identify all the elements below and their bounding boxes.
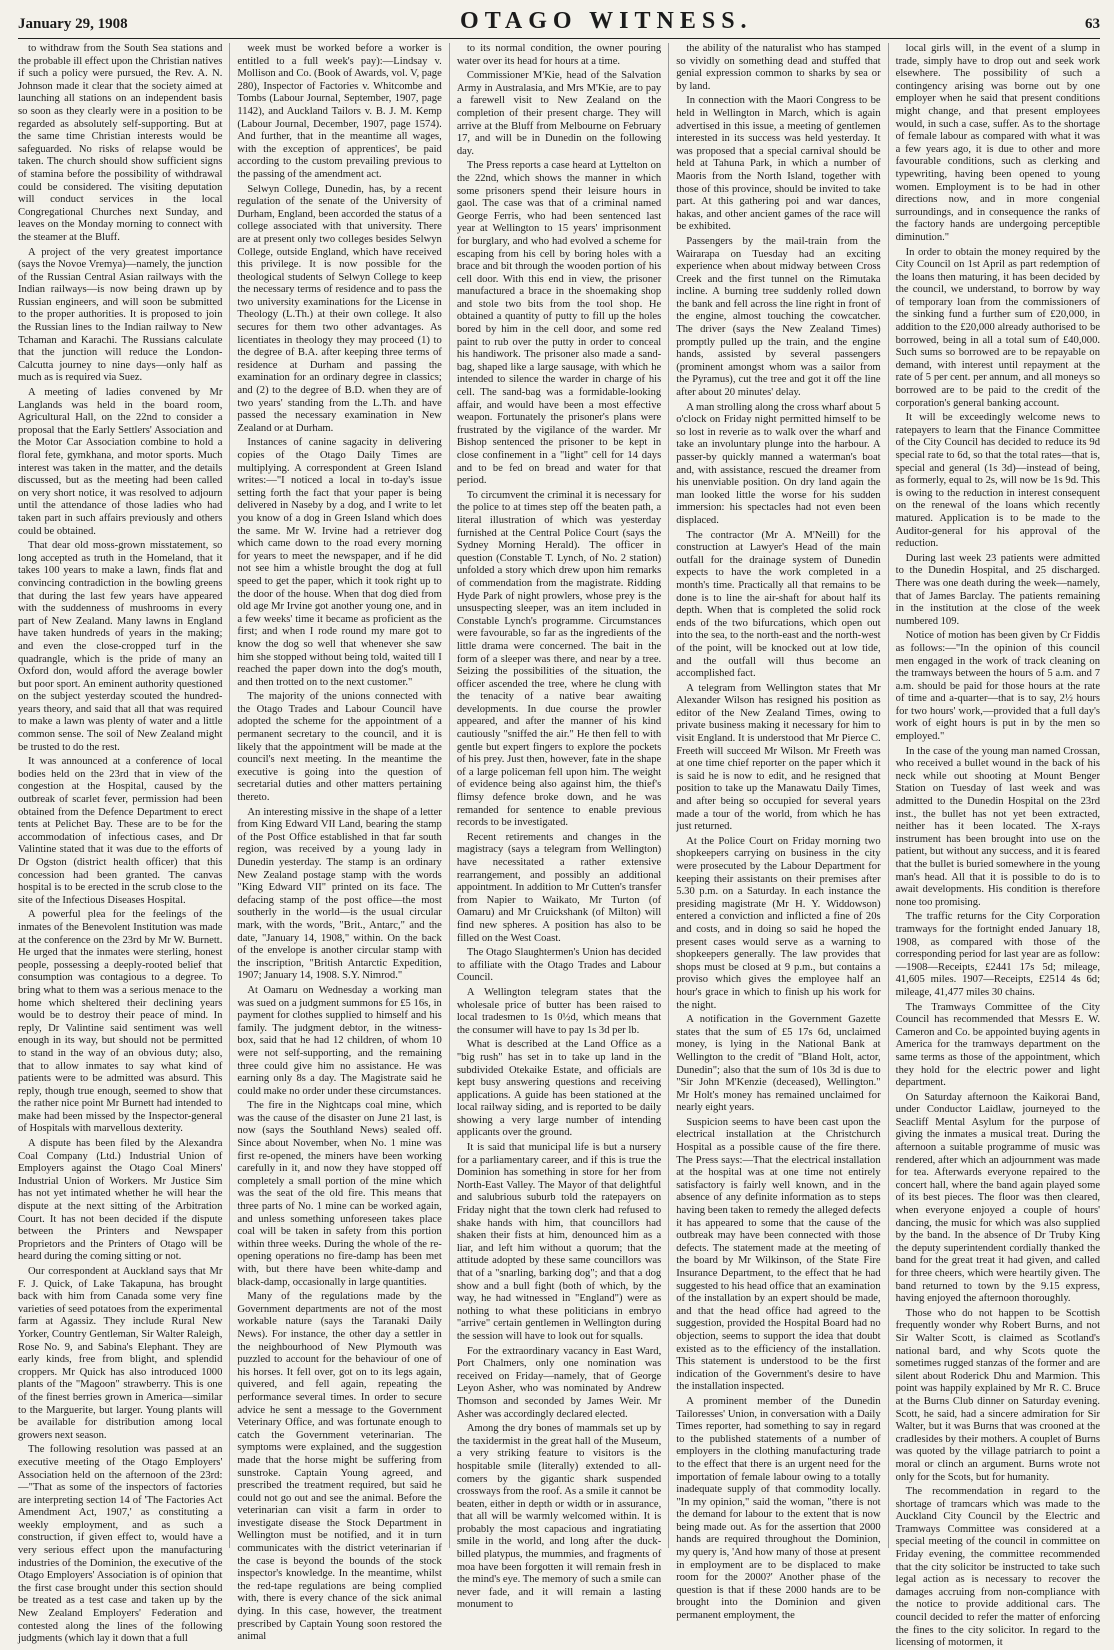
news-paragraph: In the case of the young man named Crossan, who received a bullet wound in the back of his neck while out shooting at Mount Benger Station on Tuesday of last week and was admitted to the Dunedin Hospital on the 23rd inst., the bullet has not yet been extracted, neither has it been located. The X-rays instrument has been brought into use on the patient, but without any success, and it is feared that the bullet is buried somewhere in the young man's head. All that it is possible to do is to await developments. His condition is therefore none too promising. — [895, 745, 1101, 908]
column-1 — [18, 43, 229, 1645]
column-3 — [449, 43, 668, 1611]
news-paragraph: What is described at the Land Office as a "big rush" has set in to take up land in the subdivided Otekaike Estate, and officials are kept busy answering questions and receiving applications. A guide has been stationed at the local railway siding, and is reported to be daily showing a very large number of intending applicants over the ground. — [456, 1039, 662, 1139]
news-paragraph: A notification in the Government Gazette states that the sum of £5 17s 6d, unclaimed money, is lying in the National Bank at Wellington to the credit of "Bland Holt, actor, Dunedin"; also that the sum of 10s 3d is due to "Sir John M'Kenzie (deceased), Wellington." Mr Holt's money has remained unclaimed for nearly eight years. — [676, 1014, 881, 1114]
column-5 — [888, 43, 1101, 1649]
news-paragraph: Notice of motion has been given by Cr Fiddis as follows:—"In the opinion of this council men engaged in the work of track cleaning on the tramways between the hours of 5 a.m. and 7 a.m. should be paid for those hours at the rate of time and a-quarter—that is to say, 2½ hours for two hours' work,—provided that a full day's work of eight hours is put in by the men so employed." — [895, 630, 1101, 743]
news-paragraph: the ability of the naturalist who has stamped so vividly on something dead and stuffed that genial expression common to sharks by sea or by land. — [676, 43, 881, 92]
news-paragraph: A meeting of ladies convened by Mr Langlands was held in the board room, Agricultural Hall, on the 22nd to consider a proposal that the Early Settlers' Association and the Motor Car Association combine to hold a floral fete, gymkhana, and motor sports. Much interest was taken in the matter, and the details discussed, but as the meeting had been called on very short notice, it was resolved to adjourn until the attendance of those ladies who had taken part in such affairs previously and others could be obtained. — [18, 387, 223, 537]
news-paragraph: Those who do not happen to be Scottish frequently wonder why Robert Burns, and not Sir Walter Scott, is claimed as Scotland's national bard, and why Scots quote the sometimes rugged stanzas of the former and are silent about Roderick Dhu and Marmion. This point was happily explained by Mr R. C. Bruce at the Burns Club dinner on Saturday evening. Scott, he said, had a sincere admiration for Sir Walter, but it was Burns that was crooned at the cradlesides by their mothers. A couplet of Burns was quoted by the village patriarch to point a moral or clinch an argument. Burns wrote not only for the Scots, but for humanity. — [895, 1307, 1101, 1483]
news-paragraph: At Oamaru on Wednesday a working man was sued on a judgment summons for £5 16s, in payment for clothes supplied to himself and his family. The judgment debtor, in the witness-box, said that he had 12 children, of whom 10 were not self-supporting, and the remaining three could give him no assistance. He was earning only 8s a day. The Magistrate said he could make no order under these circumstances. — [237, 984, 442, 1097]
column-4 — [668, 43, 887, 1622]
news-paragraph: A man strolling along the cross wharf about 5 o'clock on Friday night permitted himself to be so lost in reverie as to walk over the wharf and take an involuntary plunge into the harbour. A passer-by quickly manned a waterman's boat and, with assistance, rescued the dreamer from his unenviable position. On dry land again the man looked little the worse for his sudden immersion: his spectacles had not even been displaced. — [676, 401, 881, 526]
news-paragraph: The recommendation in regard to the shortage of tramcars which was made to the Auckland City Council by the Electric and Tramways Committee was considered at a special meeting of the council in committee on Friday evening, the committee recommended that the city solicitor be instructed to take such legal action as is necessary to recover the damages accruing from non-compliance with the notice to provide additional cars. The council decided to refer the matter of enforcing the fines to the city solicitor. In regard to the licensing of motormen, it — [895, 1486, 1101, 1649]
news-paragraph: It will be exceedingly welcome news to ratepayers to learn that the Finance Committee of the City Council has decided to reduce its 9d special rate to 6d, so that the total rates—that is, special and general (1s 3d)—instead of being, as formerly, equal to 2s, will now be 1s 9d. This is owing to the reduction in interest consequent on the renewal of the loans which recently matured. Application is to be made to the Auditor-general for his approval of the reduction. — [895, 412, 1101, 550]
masthead — [18, 8, 1100, 39]
news-paragraph: It is said that municipal life is but a nursery for a parliamentary career, and if this is true the Dominion has something in store for her from North-East Valley. The Mayor of that delightful and salubrious suburb told the ratepayers on Friday night that the town clerk had refused to shake hands with him, that councillors had shaken their fists at him, denounced him as a liar, and left him without a quorum; that the attitude adopted by these same councillors was that of a "snarling, barking dog"; and that a dog show and a bull fight (both of which, by the way, he had witnessed in "England") were as nothing to what these politicians in embryo "arrive" certain gentlemen in Wellington during the session will have to look out for squalls. — [456, 1142, 662, 1342]
newspaper-title: OTAGO WITNESS. — [460, 8, 753, 34]
news-paragraph: To circumvent the criminal it is necessary for the police to at times step off the beaten path, a literal illustration of which was yesterday furnished at the Central Police Court (says the Sydney Morning Herald). The officer in question (Constable T. Lynch, of No. 2 station) unfolded a story which drew upon him remarks of commendation from the magistrate. Ridding Hyde Park of night prowlers, whose prey is the unsuspecting sleeper, was an item included in Constable Lynch's programme. Circumstances were favourable, so far as the ingredients of the little drama were concerned. The bait in the form of a sleeper was there, and near by a tree. Seizing the possibilities of the situation, the officer ascended the tree, where he clung with the tenacity of a native bear awaiting developments. In due course the prowler appeared, and after the manner of his kind cautiously "sniffed the air." He then fell to with gentle but expert fingers to explore the pockets of his prey. Just then, however, fate in the shape of a large policeman fell upon him. The weight of evidence being also against him, the thief's flimsy defence broke down, and he was remanded for sentence to enable previous records to be investigated. — [456, 489, 662, 829]
news-paragraph: During last week 23 patients were admitted to the Dunedin Hospital, and 25 discharged. There was one death during the week—namely, that of James Barclay. The patients remaining in the institution at the close of the week numbered 109. — [895, 552, 1101, 627]
news-paragraph: The traffic returns for the City Corporation tramways for the fortnight ended January 18, 1908, as compared with those of the corresponding period for last year are as follow:—1908—Receipts, £2441 17s 5d; mileage, 41,605 miles. 1907—Receipts, £2514 4s 6d; mileage, 41,477 miles 30 chains. — [895, 911, 1101, 998]
column-2 — [229, 43, 448, 1643]
page-number: 63 — [1084, 16, 1100, 32]
news-paragraph: The contractor (Mr A. M'Neill) for the construction at Lawyer's Head of the main outfall for the drainage system of Dunedin expects to have the work completed in a month's time. Practically all that remains to be done is to line the air-shaft for about half its depth. When that is completed the solid rock ends of the two bifurcations, which open out into the sea, to the north-east and the north-west of the point, will be knocked out at low tide, and the outfall will thus become an accomplished fact. — [676, 529, 881, 680]
news-paragraph: That dear old moss-grown misstatement, so long accepted as truth in the Homeland, that it takes 100 years to make a lawn, finds flat and convincing contradiction in the bowling greens that during the last few years have appeared with the suddenness of mushrooms in every part of New Zealand. Many lawns in England have taken hundreds of years in the making; and even the close-cropped turf in the quadrangle, which is the pride of many an Oxford don, would afford the average bowler but poor sport. An eminent authority questioned on the subject yesterday scouted the hundred-years theory, and said that all that was required to make a lawn was plenty of water and a little common sense. The soil of New Zealand might be trusted to do the rest. — [18, 540, 223, 753]
news-paragraph: The fire in the Nightcaps coal mine, which was the cause of the disaster on June 21 last, is now (says the Southland News) sealed off. Since about November, when No. 1 mine was first re-opened, the miners have been working carefully in it, and now they have stopped off completely a small portion of the mine which was the seat of the old fire. This means that three parts of No. 1 mine can be worked again, and unless something unforeseen takes place coal will be taken in safety from this portion within three weeks. During the whole of the re-opening operations no fire-damp has been met with, but there have been white-damp and black-damp, occasionally in large quantities. — [237, 1100, 442, 1288]
news-paragraph: Recent retirements and changes in the magistracy (says a telegram from Wellington) have necessitated a rather extensive rearrangement, and possibly an additional appointment. In addition to Mr Cutten's transfer from Napier to Waikato, Mr Turton (of Oamaru) and Mr Cruickshank (of Milton) will find new spheres. A position has also to be filled on the West Coast. — [456, 831, 662, 944]
news-paragraph: A powerful plea for the feelings of the inmates of the Benevolent Institution was made at the conference on the 23rd by Mr W. Burnett. He urged that the inmates were sterling, honest people, possessing a deeply-rooted belief that consumption was contagious to a degree. To bring what to them was a serious menace to the home which sheltered their declining years would be to destroy their peace of mind. In reply, Dr Valintine said sentiment was well enough in its way, but should not be permitted to stand in the way of an obvious duty; also, that to allow inmates to say what kind of patients were to be admitted was absurd. This reply, though true enough, seemed to show that the rather nice point Mr Burnett had intended to make had been missed by the Inspector-general of Hospitals with marvellous dexterity. — [18, 909, 223, 1135]
news-paragraph: Instances of canine sagacity in delivering copies of the Otago Daily Times are multiplying. A correspondent at Green Island writes:—"I noticed a local in to-day's issue setting forth the fact that your paper is being delivered in Naseby by a dog, and I write to let you know of a dog in Green Island which does the same. Mr W. Irvine had a retriever dog which came down to the road every morning for years to meet the newspaper, and if he did not see him a whistle brought the dog at full speed to get the paper, which it took right up to the door of the house. When that dog died from old age Mr Irvine got another young one, and in a few weeks' time it became as proficient as the first; and when I rode round my mare got to know the dog so well that whenever she saw him she stopped without being told, waited till I reached the paper down into the dog's mouth, and then trotted on to the next customer." — [237, 437, 442, 688]
news-paragraph: The Tramways Committee of the City Council has recommended that Messrs E. W. Cameron and Co. be appointed buying agents in America for the tramways department on the same terms as those of the appointment, which they hold for the electric power and light department. — [895, 1001, 1101, 1089]
news-paragraph: A telegram from Wellington states that Mr Alexander Wilson has resigned his position as editor of the New Zealand Times, owing to private business making it necessary for him to visit England. It is understood that Mr Pierce C. Freeth will succeed Mr Wilson. Mr Freeth was at one time chief reporter on the paper which it is said he is now to edit, and he resigned that position to take up the Manawatu Daily Times, and after being so occupied for several years made a tour of the world, from which he has just returned. — [676, 682, 881, 833]
news-paragraph: The majority of the unions connected with the Otago Trades and Labour Council have adopted the scheme for the appointment of a permanent secretary to the council, and it is likely that the appointment will be made at the council's next meeting. In the meantime the executive is going into the question of secretarial duties and other matters pertaining thereto. — [237, 691, 442, 804]
news-paragraph: In order to obtain the money required by the City Council on 1st April as part redemption of the loans then maturing, it has been decided by the council, we understand, to borrow by way of temporary loan from the commissioners of the sinking fund a further sum of £20,000, in addition to the £20,000 already authorised to be borrowed, being in all a total sum of £40,000. Such sums so borrowed are to be repayable on demand, with interest until repayment at the rate of 5 per cent. per annum, and all moneys so borrowed are to be paid to the credit of the corporation's general banking account. — [895, 246, 1101, 409]
news-paragraph: Selwyn College, Dunedin, has, by a recent regulation of the senate of the University of Durham, England, been accorded the status of a college associated with that university. There are at present only two colleges besides Selwyn College, outside England, which have received this privilege. It is now possible for the theological students of Selwyn College to keep the necessary terms of residence and to pass the two university examinations for the License in Theology (L.Th.) at their own college. It also secures for them two other advantages. As licentiates in theology they may proceed (1) to the degree of B.A. after keeping three terms of residence at Durham and passing the examination for an ordinary degree in classics; and (2) to the degree of B.D. when they are of two years' standing from the L.Th. and have passed the necessary examination in New Zealand or at Durham. — [237, 183, 442, 434]
news-paragraph: The Press reports a case heard at Lyttelton on the 22nd, which shows the manner in which some prisoners spend their leisure hours in gaol. The case was that of a criminal named George Ferris, who had been sentenced last year at Wellington to 15 years' imprisonment for burglary, and who had evolved a scheme for escaping from his cell by boring holes with a brace and bit through the wooden portion of his cell door. With this end in view, the prisoner manufactured a brace in the shoemaking shop and stole two bits from the tool shop. He obtained a quantity of putty to fill up the holes bored by him in the cell door, and some red paint to rub over the putty in order to conceal his handiwork. The prisoner also made a sand-bag, shaped like a large sausage, with which he intended to silence the warder in charge of his cell. The sand-bag was a formidable-looking affair, and would have been a most effective weapon. Fortunately the prisoner's plans were frustrated by the vigilance of the warder. Mr Bishop sentenced the prisoner to be kept in close confinement in a "light" cell for 14 days and to be fed on bread and water for that period. — [456, 160, 662, 487]
news-paragraph: Our correspondent at Auckland says that Mr F. J. Quick, of Lake Takapuna, has brought back with him from Canada some very fine varieties of seed potatoes from the experimental farm at Agassiz. They include Rural New Yorker, Country Gentleman, Sir Walter Raleigh, Rose No. 9, and Sabina's Elephant. They are early kinds, free from blight, and splendid croppers. Mr Quick has also introduced 1000 plants of the "Magoon" strawberry. This is one of the finest berries grown in America—similar to the Marguerite, but larger. Young plants will be available for distribution among local growers next season. — [18, 1266, 223, 1441]
news-paragraph: to its normal condition, the owner pouring water over its head for hours at a time. — [456, 43, 662, 67]
news-paragraph: The following resolution was passed at an executive meeting of the Otago Employers' Association held on the afternoon of the 23rd:—"That as some of the inspectors of factories are interpreting section 14 of 'The Factories Act Amendment Act, 1907,' as constituting a weekly employment, and as such a construction, if given effect to, would have a very serious effect upon the manufacturing industries of the Dominion, the executive of the Otago Employers' Association is of opinion that the first case brought under this section should be treated as a test case and taken up by the New Zealand Employers' Federation and contested along the lines of the following judgments (which lay it down that a full — [18, 1444, 223, 1645]
news-paragraph: A Wellington telegram states that the wholesale price of butter has been raised to local tradesmen to 1s 0½d, which means that the consumer will have to pay 1s 3d per lb. — [456, 986, 662, 1036]
news-paragraph: local girls will, in the event of a slump in trade, simply have to drop out and seek work elsewhere. The possibility of such a contingency arising was borne out by one employer when he said that present conditions might change, and that present employees would, in such a case, suffer. As to the shortage of female labour as compared with what it was a few years ago, it is due to other and more favourable conditions, such as clerking and typewriting, having been opened to young women. Employment is to be had in other directions now, and in more congenial surroundings, and in consequence the ranks of the factory hands are undergoing perceptible diminution." — [895, 43, 1101, 243]
news-paragraph: At the Police Court on Friday morning two shopkeepers carrying on business in the city were prosecuted by the Labour Department for keeping their assistants on their premises after 5.30 p.m. on a Saturday. In each instance the presiding magistrate (Mr H. Y. Widdowson) entered a conviction and inflicted a fine of 20s and costs, and in doing so said he hoped the present cases would serve as a warning to shopkeepers generally. The law provides that shops must be closed at 9 p.m., but contains a proviso which gives the employee half an hour's grace in which to finish up his work for the night. — [676, 835, 881, 1011]
article-columns — [18, 43, 1101, 1649]
news-paragraph: A dispute has been filed by the Alexandra Coal Company (Ltd.) Industrial Union of Employers against the Otago Coal Miners' Industrial Union of Workers. Mr Justice Sim has not yet intimated whether he will hear the dispute at the next sitting of the Arbitration Court. It has not been decided if the dispute between the Printers and Newspaper Proprietors and the Printers of Otago will be heard during the coming sitting or not. — [18, 1138, 223, 1263]
news-paragraph: For the extraordinary vacancy in East Ward, Port Chalmers, only one nomination was received on Friday—namely, that of George Leyon Asher, who was nominated by Andrew Thomson and seconded by James Weir. Mr Asher was accordingly declared elected. — [456, 1345, 662, 1420]
news-paragraph: Commissioner M'Kie, head of the Salvation Army in Australasia, and Mrs M'Kie, are to pay a farewell visit to New Zealand on the completion of their present charge. They will arrive at the Bluff from Melbourne on February 17, and will be in Dunedin on the following day. — [456, 70, 662, 157]
news-paragraph: An interesting missive in the shape of a letter from King Edward VII Land, bearing the stamp of the Post Office established in that far south region, was received by a young lady in Dunedin yesterday. The stamp is an ordinary New Zealand postage stamp with the words "King Edward VII" printed on its face. The defacing stamp of the post office—the most southerly in the world—is the usual circular mark, with the words, "Brit., Antarc," and the date, "January 14, 1908," within. On the back of the envelope is another circular stamp with the inscription, "British Antarctic Expedition, 1907; January 14, 1908. S.Y. Nimrod." — [237, 806, 442, 982]
news-paragraph: Suspicion seems to have been cast upon the electrical installation at the Christchurch Hospital as a possible cause of the fire there. The Press says:—That the electrical installation at the hospital was at one time not entirely satisfactory is fairly well known, and in the absence of any definite information as to steps having been taken to remedy the alleged defects it has appeared to some that the cause of the outbreak may have been connected with those defects. The statement made at the meeting of the board by Mr Wilkinson, of the State Fire Insurance Department, to the effect that he had suggested to his head office that an examination of the installation by an expert should be made, and that the head office had agreed to the suggestion, provided the Hospital Board had no objection, seems to support the idea that doubt existed as to the efficiency of the installation. This statement is understood to be the first indication of the Government's desire to have the installation inspected. — [676, 1116, 881, 1393]
news-paragraph: It was announced at a conference of local bodies held on the 23rd that in view of the congestion at the Hospital, caused by the outbreak of scarlet fever, permission had been obtained from the Defence Department to erect tents at Pelichet Bay. These are to be for the accommodation of infectious cases, and Dr Valintine stated that it was due to the efforts of Dr Ogston (district health officer) that this concession had been granted. The canvas hospital is to be erected in the scrub close to the site of the Infectious Diseases Hospital. — [18, 756, 223, 906]
news-paragraph: A prominent member of the Dunedin Tailoresses' Union, in conversation with a Daily Times reporter, had something to say in regard to the published statements of a number of employers in the clothing manufacturing trade to the effect that there is an urgent need for the importation of female labour owing to a totally inadequate supply of that commodity locally. "In my opinion," said the woman, "there is not the demand for labour to the extent that is now being made out. As for the assertion that 2000 hands are required throughout the Dominion, my query is, 'And how many of those at present in employment are to be displaced to make room for the 2000?' Another phase of the question is that if these 2000 hands are to be brought into the Dominion and given permanent employment, the — [676, 1395, 881, 1622]
news-paragraph: In connection with the Maori Congress to be held in Wellington in March, which is again advertised in this issue, a meeting of gentlemen interested in its success was held yesterday. It was proposed that a special carnival should be held at Tahuna Park, in which a number of Maoris from the North Island, together with those of this province, should be invited to take part. At this gathering poi and war dances, hakas, and other ancient games of the race will be exhibited. — [676, 95, 881, 233]
issue-date: January 29, 1908 — [18, 16, 128, 32]
news-paragraph: The Otago Slaughtermen's Union has decided to affiliate with the Otago Trades and Labour Council. — [456, 947, 662, 984]
news-paragraph: week must be worked before a worker is entitled to a full week's pay):—Lindsay v. Mollison and Co. (Book of Awards, vol. V, page 280), Inspector of Factories v. Whitcombe and Tombs (Labour Journal, September, 1907, page 1142), and Auckland Tailors v. B. J. M. Kemp (Labour Journal, December, 1907, page 1574). And further, that in the meantime all wages, with the exception of apprentices', be paid according to the custom prevailing previous to the passing of the amendment act. — [237, 43, 442, 180]
news-paragraph: to withdraw from the South Sea stations and the probable ill effect upon the Christian natives if such a policy were pursued, the Rev. A. N. Johnson made it clear that the society aimed at launching all stations on an independent basis so soon as they clearly were in a position to be regarded as absolutely self-supporting. But at the same time Christian interests would be safeguarded. No risks of relapse would be taken. The church should show sufficient signs of stamina before the possibility of withdrawal could be considered. The visiting deputation will conduct services in the local Congregational Churches next Sunday, and leaves on the Monday morning to connect with the steamer at the Bluff. — [18, 43, 223, 243]
news-paragraph: Among the dry bones of mammals set up by the taxidermist in the great hall of the Museum, a very striking feature to visitors is the hospitable smile (literally) extended to all-comers by the gigantic shark suspended crossways from the roof. As a smile it cannot be beaten, either in depth or width or in assurance, that all will be warmly welcomed within. It is probably the most capacious and ingratiating smile in the world, and long after the duck-billed platypus, the mummies, and fragments of moa have been forgotten it will remain fresh in the mind's eye. The memory of such a smile can never fade, and it will remain a lasting monument to — [456, 1423, 662, 1611]
news-paragraph: Many of the regulations made by the Government departments are not of the most workable nature (says the Taranaki Daily News). For instance, the other day a settler in the neighbourhood of New Plymouth was puzzled to account for the behaviour of one of his horses. It fell over, got on to its legs again, quivered, and fell again, repeating the performance several times. In order to secure advice he sent a message to the Government Veterinary Office, and was fortunate enough to catch the Government veterinarian. The symptoms were explained, and the suggestion made that the horse might be suffering from sunstroke. Captain Young agreed, and prescribed the treatment required, but said he could not go out and see the animal. Before the veterinarian can visit a farm in order to investigate disease the Stock Department in Wellington must be notified, and it in turn communicates with the district veterinarian if the case is beyond the bounds of the stock inspector's knowledge. In the meantime, whilst the red-tape regulations are being complied with, there is every chance of the sick animal dying. In this case, however, the treatment prescribed by Captain Young soon restored the animal — [237, 1291, 442, 1643]
news-paragraph: On Saturday afternoon the Kaikorai Band, under Conductor Laidlaw, journeyed to the Seacliff Mental Asylum for the purpose of giving the inmates a musical treat. During the afternoon a suitable programme of music was rendered, after which an adjournment was made for tea. Afterwards everyone repaired to the concert hall, where the band again played some of its best pieces. The floor was then cleared, when everyone enjoyed a couple of hours' dancing, the music for which was also supplied by the band. In the absence of Dr Truby King the deputy superintendent cordially thanked the band for the great treat it had given, and called for three cheers, which were heartily given. The band returned to town by the 9.15 express, having enjoyed the afternoon thoroughly. — [895, 1091, 1101, 1305]
news-paragraph: Passengers by the mail-train from the Wairarapa on Tuesday had an exciting experience when about midway between Cross Creek and the first tunnel on the Rimutaka incline. A burning tree suddenly rolled down the bank and fell across the line right in front of the engine, almost touching the cowcatcher. The driver (says the New Zealand Times) promptly pulled up the train, and the engine hands, assisted by several passengers (prominent amongst whom was a sailor from the Pyramus), cut the tree and got it off the line after about 20 minutes' delay. — [676, 235, 881, 399]
news-paragraph: A project of the very greatest importance (says the Novoe Vremya)—namely, the junction of the Russian Central Asian railways with the Indian railways—is now being drawn up by Russian engineers, and will soon be submitted to the proper authorities. It is proposed to join the Russian lines to the Indian railway to New Tchaman and Karachi. The Russians calculate that the junction will reduce the London-Calcutta journey to nine days—only half as much as is required via Suez. — [18, 246, 223, 384]
